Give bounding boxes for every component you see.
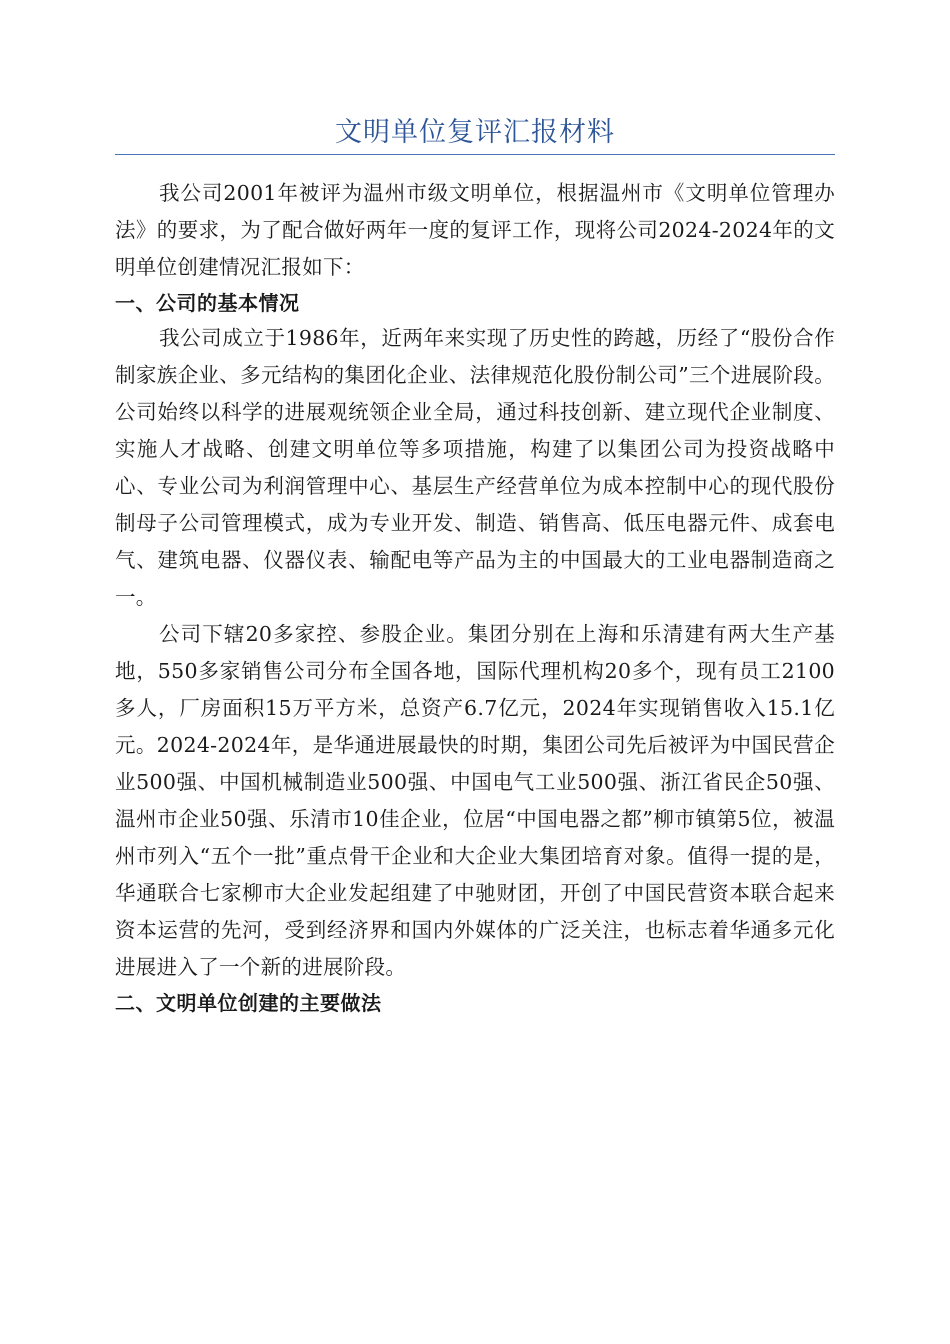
company-scale-paragraph: 公司下辖20多家控、参股企业。集团分别在上海和乐清建有两大生产基地，550多家销售公司分布全国各地，国际代理机构20多个，现有员工2100多人，厂房面积15万平方米，总资产6.7亿元，2024年实现销售收入15.1亿元。2024-2024年，是华通进展最快的时期，集团公司先后被评为中国民营企业500强、中国机械制造业500强、中国电气工业500强、浙江省民企50强、温州市企业50强、乐清市10佳企业，位居“中国电器之都”柳市镇第5位，被温州市列入“五个一批”重点骨干企业和大企业大集团培育对象。值得一提的是，华通联合七家柳市大企业发起组建了中驰财团，开创了中国民营资本联合起来资本运营的先河，受到经济界和国内外媒体的广泛关注，也标志着华通多元化进展进入了一个新的进展阶段。 (115, 622, 835, 979)
section-heading-main-practices: 二、文明单位创建的主要做法 (115, 991, 382, 1015)
title-divider (115, 154, 835, 155)
section-heading-basic-info: 一、公司的基本情况 (115, 291, 300, 315)
document-body (115, 175, 835, 1020)
document-title: 文明单位复评汇报材料 (335, 117, 615, 148)
intro-paragraph: 我公司2001年被评为温州市级文明单位，根据温州市《文明单位管理办法》的要求，为了配合做好两年一度的复评工作，现将公司2024-2024年的文明单位创建情况汇报如下： (115, 181, 835, 279)
company-overview-paragraph: 我公司成立于1986年，近两年来实现了历史性的跨越，历经了“股份合作制家族企业、多元结构的集团化企业、法律规范化股份制公司”三个进展阶段。公司始终以科学的进展观统领企业全局，通过科技创新、建立现代企业制度、实施人才战略、创建文明单位等多项措施，构建了以集团公司为投资战略中心、专业公司为利润管理中心、基层生产经营单位为成本控制中心的现代股份制母子公司管理模式，成为专业开发、制造、销售高、低压电器元件、成套电气、建筑电器、仪器仪表、输配电等产品为主的中国最大的工业电器制造商之一。 (115, 326, 835, 609)
